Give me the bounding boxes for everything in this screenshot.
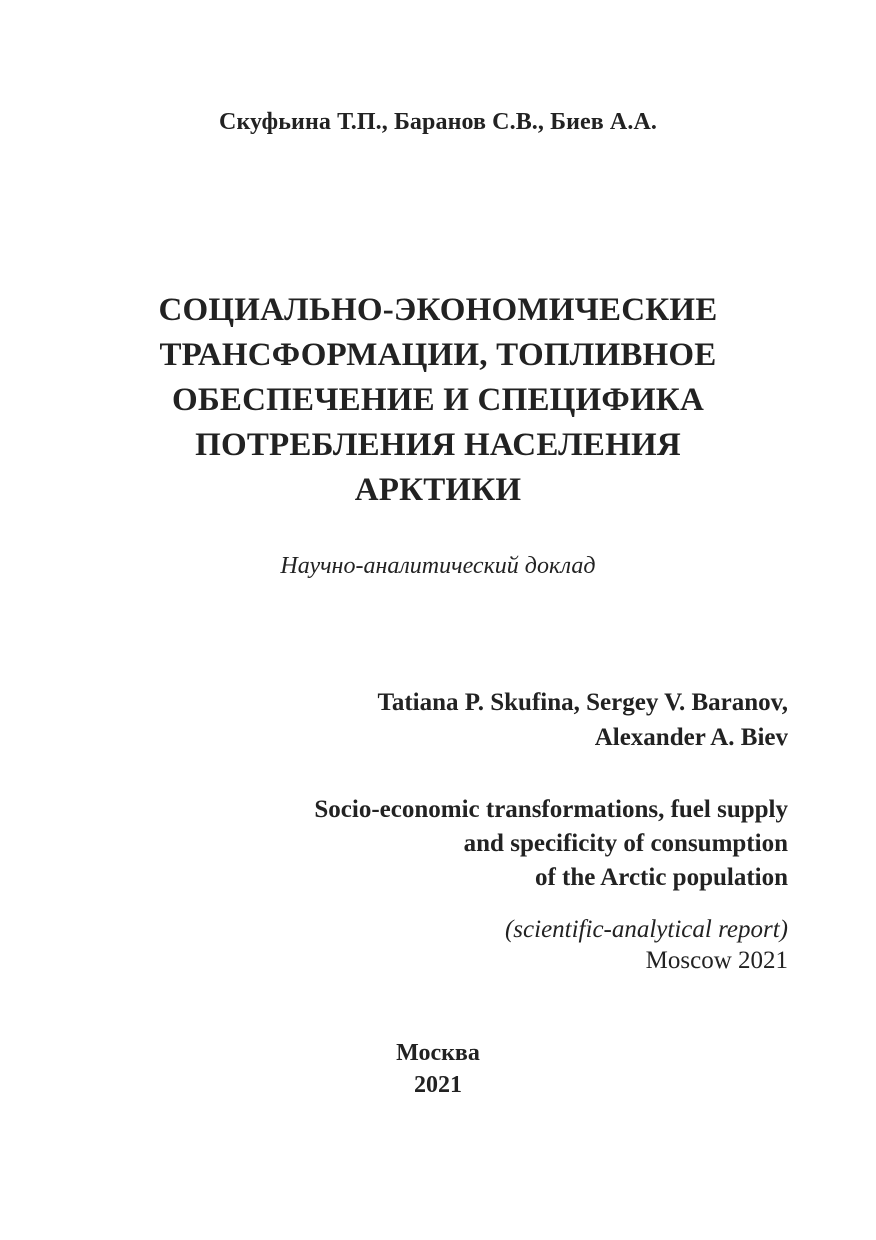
- title-ru: [88, 288, 788, 513]
- authors-en-line: Alexander A. Biev: [594, 724, 788, 751]
- title-ru-line: ТРАНСФОРМАЦИИ, ТОПЛИВНОЕ: [159, 337, 717, 373]
- imprint: [0, 1037, 876, 1101]
- authors-ru: Скуфьина Т.П., Баранов С.В., Биев А.А.: [219, 109, 657, 135]
- subtitle-ru: Научно-аналитический доклад: [280, 553, 596, 579]
- title-ru-line: ОБЕСПЕЧЕНИЕ И СПЕЦИФИКА: [172, 382, 704, 418]
- title-en-line: and specificity of consumption: [463, 830, 788, 857]
- title-ru-line: СОЦИАЛЬНО-ЭКОНОМИЧЕСКИЕ: [158, 292, 718, 328]
- authors-en-line: Tatiana P. Skufina, Sergey V. Baranov,: [377, 689, 788, 716]
- imprint-city: Москва: [396, 1040, 480, 1066]
- title-en-line: Socio-economic transformations, fuel supply: [314, 796, 788, 823]
- title-ru-line: ПОТРЕБЛЕНИЯ НАСЕЛЕНИЯ: [195, 427, 681, 463]
- imprint-year: 2021: [414, 1072, 462, 1098]
- english-block: [148, 685, 788, 977]
- subtitle-en: (scientific-analytical report): [504, 916, 788, 943]
- title-en: [148, 793, 788, 895]
- city-year-en: Moscow 2021: [645, 947, 788, 974]
- authors-en: [148, 685, 788, 755]
- title-en-line: of the Arctic population: [534, 864, 788, 891]
- title-ru-line: АРКТИКИ: [354, 472, 522, 508]
